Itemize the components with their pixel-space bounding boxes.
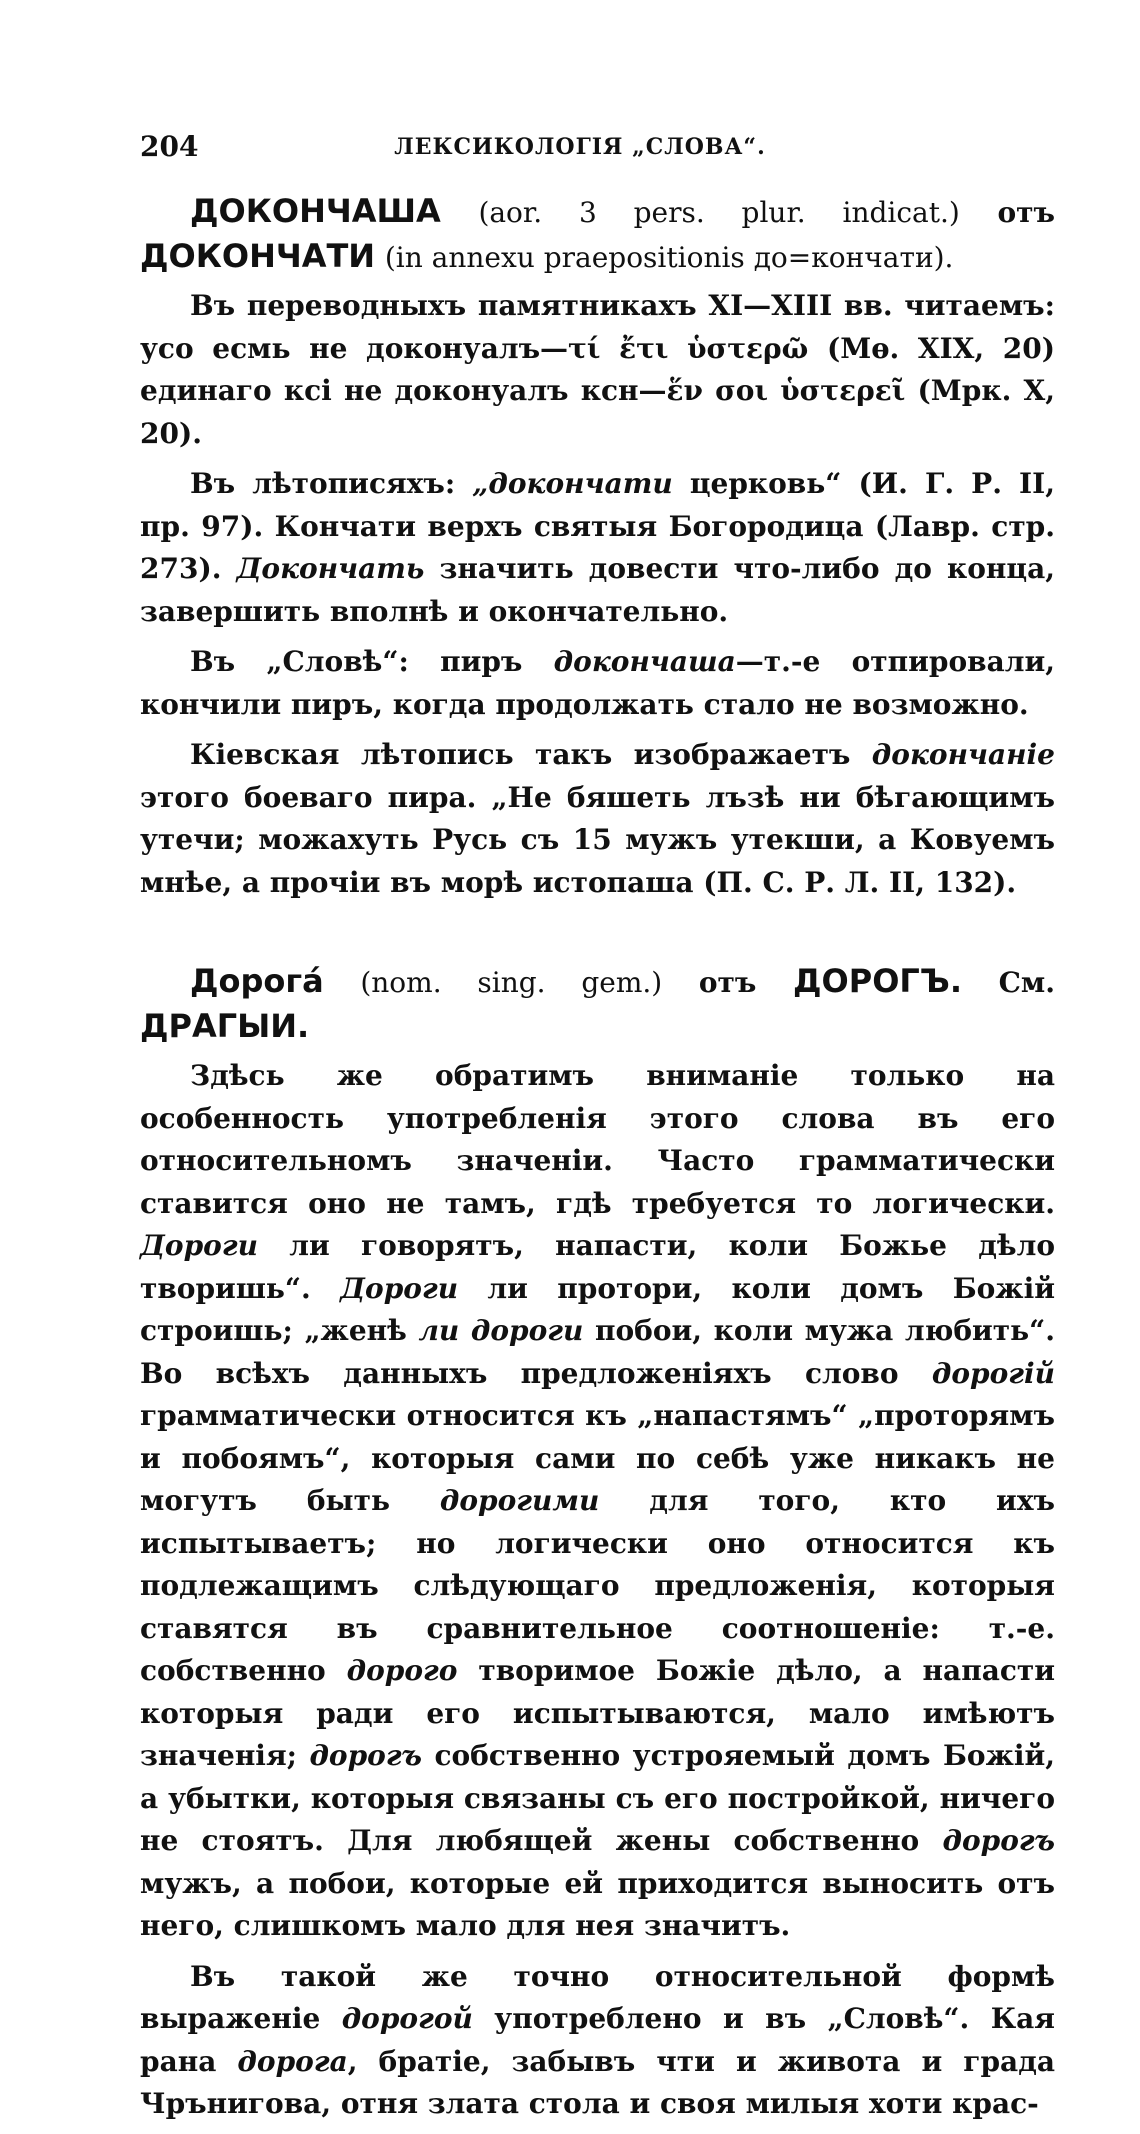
from-word: отъ xyxy=(997,196,1055,229)
italic-run: докончаніе xyxy=(871,738,1055,771)
see-label: См. xyxy=(998,966,1055,999)
page-body xyxy=(140,178,1055,2134)
italic-run: дорога xyxy=(237,2044,348,2078)
entry-heading xyxy=(140,190,1055,279)
text-run: Здѣсь же обратимъ вниманіе только на особенность употребленія этого слова въ его относительномъ значеніи. Часто грамматически ставится оно не тамъ, гдѣ требуется то логически. xyxy=(140,1059,1055,1220)
text-run: ли говорятъ, напасти, коли Божье дѣло творишь“. xyxy=(140,1229,1055,1305)
headword: ДОКОНЧАША xyxy=(190,192,441,230)
italic-run: дорого xyxy=(346,1654,458,1687)
text-run: —т.-е отпировали, кончили пиръ, когда продолжать стало не возможно. xyxy=(140,645,1055,721)
grammar-note: (aor. 3 pers. plur. indicat.) xyxy=(478,196,960,229)
headword: Дорогá xyxy=(190,962,324,1000)
entry-heading xyxy=(140,960,1055,1049)
text-run: собственно устрояемый домъ Божій, а убытки, которыя связаны съ его постройкой, ничего не стоятъ. Для любящей жены собственно xyxy=(140,1739,1056,1857)
running-title: ЛЕКСИКОЛОГІЯ „СЛОВА“. xyxy=(394,134,766,160)
italic-run: ли дороги xyxy=(418,1314,584,1347)
paragraph xyxy=(140,463,1055,633)
text-run: церковь“ (И. Г. Р. II, пр. 97). Кончати верхъ святыя Богородица (Лавр. стр. 273). xyxy=(140,467,1055,585)
italic-run: „докончати xyxy=(472,467,673,500)
italic-run: дорогъ xyxy=(309,1739,422,1772)
text-run: Въ такой же точно относительной формѣ выраженіе xyxy=(140,1959,1055,2035)
paragraph xyxy=(140,1956,1055,2126)
text-run: значить довести что-либо до конца, завершить вполнѣ и окончательно. xyxy=(140,552,1055,628)
text-run: употреблено и въ „Словѣ“. Кая рана xyxy=(140,2002,1055,2078)
see-word: ДРАГЫИ. xyxy=(140,1006,310,1045)
text-run: творимое Божіе дѣло, а напасти которыя ради его испытываются, мало имѣютъ значенія; xyxy=(140,1654,1056,1772)
italic-run: дорогой xyxy=(341,2002,473,2035)
from-word: отъ xyxy=(698,966,757,999)
source-word: ДОКОНЧАТИ xyxy=(140,236,376,275)
text-run: Въ „Словѣ“: пиръ xyxy=(190,645,554,678)
italic-run: дорогій xyxy=(931,1356,1055,1390)
italic-run: дорогими xyxy=(439,1484,600,1517)
italic-run: Дороги xyxy=(140,1229,258,1262)
paragraph xyxy=(140,1055,1055,1948)
text-run: этого боеваго пира. „Не бяшеть лъзѣ ни бѣгающимъ утечи; можахуть Русь съ 15 мужъ утекши, а Ковуемъ мнѣе, а прочіи въ морѣ истопаша (П. С. Р. Л. II, 132). xyxy=(140,780,1055,899)
italic-run: докончаша xyxy=(553,645,736,678)
text-run: для того, кто ихъ испытываетъ; но логически оно относится къ подлежащимъ слѣдующаго предложенія, которыя ставятся въ сравнительное соотношеніе: т.-е. собственно xyxy=(140,1484,1055,1687)
paragraph xyxy=(140,734,1055,904)
dictionary-entry-doroga xyxy=(140,960,1055,2126)
source-word: ДОРОГЪ. xyxy=(793,962,962,1000)
page-number: 204 xyxy=(140,130,199,163)
grammar-note: (nom. sing. gem.) xyxy=(360,966,663,999)
dictionary-entry-dokonchasha xyxy=(140,190,1055,904)
text-run: , братіе, забывъ чти и живота и града Чрънигова, отня злата стола и своя милыя хоти крас- xyxy=(140,2044,1055,2120)
page-header xyxy=(140,130,1020,170)
latin-note: (in annexu praepositionis до=кончати). xyxy=(384,240,954,274)
italic-run: Дороги xyxy=(340,1271,459,1305)
paragraph xyxy=(140,641,1055,726)
text-run: грамматически относится къ „напастямъ“ „проторямъ и побоямъ“, которыя сами по себѣ уже никакъ не могутъ быть xyxy=(140,1399,1055,1517)
text-run: побои, коли мужа любить“. Во всѣхъ данныхъ предложеніяхъ слово xyxy=(140,1314,1056,1390)
text-run: мужъ, а побои, которые ей приходится выносить отъ него, слишкомъ мало для нея значитъ. xyxy=(140,1866,1055,1942)
entry-gap xyxy=(140,912,1055,948)
text-run: Кіевская лѣтопись такъ изображаетъ xyxy=(190,738,872,771)
text-run: ли протори, коли домъ Божій строишь; „женѣ xyxy=(140,1271,1055,1347)
italic-run: дорогъ xyxy=(942,1824,1055,1857)
italic-run: Докончать xyxy=(236,552,425,585)
text-run: Въ лѣтописяхъ: xyxy=(190,467,473,500)
paragraph: Въ переводныхъ памятникахъ XI—XIII вв. читаемъ: усо есмь не доконуалъ—τί ἔτι ὑστερῶ (Мѳ. XIX, 20) единаго ксі не доконуалъ ксн—ἕν σοι ὑστερεῖ (Мрк. X, 20). xyxy=(140,289,1055,450)
